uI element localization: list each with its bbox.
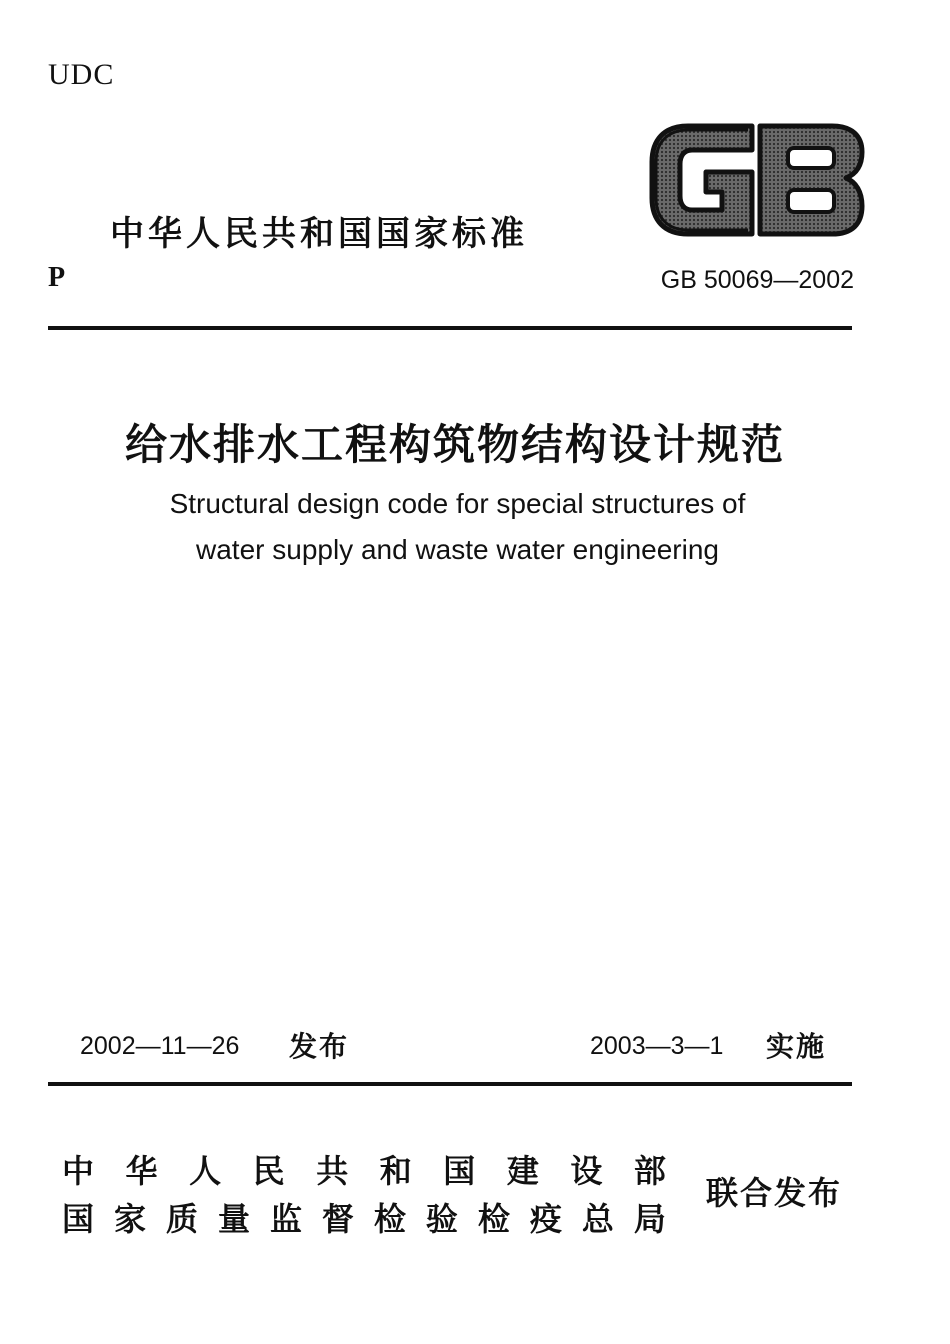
gb-logo: [648, 122, 866, 238]
standard-number: GB 50069—2002: [660, 266, 854, 294]
publisher-char: 民: [252, 1152, 285, 1190]
publisher-char: 检: [373, 1200, 406, 1238]
publisher-char: 国: [443, 1152, 476, 1190]
publisher-char: 设: [570, 1152, 603, 1190]
publisher-char: 人: [189, 1152, 222, 1190]
publisher-char: 中: [62, 1152, 95, 1190]
footer-divider: [48, 1082, 852, 1086]
national-standard-heading: 中华人民共和国国家标准: [110, 214, 528, 254]
publisher-ministry-of-construction: [62, 1146, 666, 1192]
publisher-char: 检: [477, 1200, 510, 1238]
publisher-char: 华: [125, 1152, 158, 1190]
publisher-char: 总: [581, 1200, 614, 1238]
implementation-label: 实施: [766, 1030, 827, 1063]
document-title-english-line-1: Structural design code for special structures of: [169, 488, 746, 519]
publisher-char: 质: [165, 1200, 198, 1238]
publisher-quality-supervision-bureau: [62, 1194, 666, 1240]
publisher-char: 疫: [529, 1200, 562, 1238]
publisher-char: 督: [321, 1200, 354, 1238]
joint-publication-label: 联合发布: [706, 1174, 843, 1212]
classification-code: P: [48, 262, 66, 293]
document-title-chinese: 给水排水工程构筑物结构设计规范: [124, 420, 785, 469]
publisher-char: 验: [425, 1200, 458, 1238]
publisher-char: 共: [316, 1152, 349, 1190]
document-title-english-line-2: water supply and waste water engineering: [196, 534, 719, 565]
publisher-char: 建: [506, 1152, 539, 1190]
issue-date: 2002—11—26: [80, 1032, 240, 1060]
implementation-date: 2003—3—1: [590, 1032, 724, 1060]
publisher-char: 部: [633, 1152, 666, 1190]
publisher-char: 和: [379, 1152, 412, 1190]
header-divider: [48, 326, 852, 330]
publisher-char: 家: [113, 1200, 146, 1238]
issue-label: 发布: [289, 1030, 350, 1063]
publisher-char: 局: [633, 1200, 666, 1238]
publisher-char: 国: [62, 1200, 95, 1238]
udc-label: UDC: [48, 58, 115, 91]
publisher-char: 监: [269, 1200, 302, 1238]
publisher-char: 量: [217, 1200, 250, 1238]
